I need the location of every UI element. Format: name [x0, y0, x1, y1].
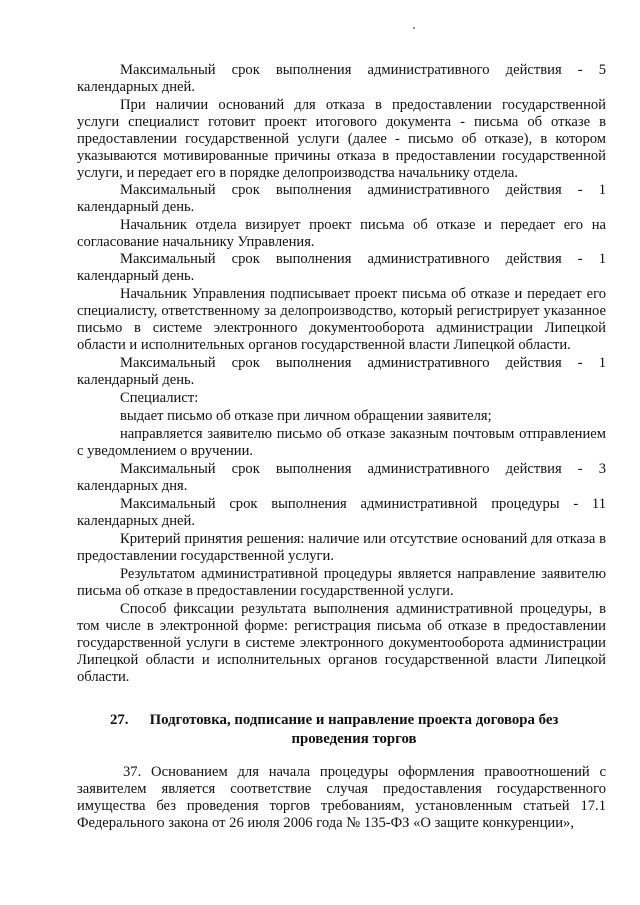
scan-speck: [413, 27, 415, 29]
paragraph: Максимальный срок выполнения административного действия - 1 календарный день.: [77, 251, 606, 284]
section-body: [77, 764, 606, 832]
paragraph: Максимальный срок выполнения административной процедуры - 11 календарных дней.: [77, 496, 606, 529]
section-title: Подготовка, подписание и направление проекта договора без проведения торгов: [149, 712, 559, 747]
paragraph: Способ фиксации результата выполнения административной процедуры, в том числе в электронной форме: регистрация письма об отказе в предоставлении государственной услуги в системе электронного документооборота администрации Липецкой области и исполнительных органов государственной власти Липецкой области.: [77, 601, 606, 685]
paragraph: Начальник отдела визирует проект письма об отказе и передает его на согласование начальнику Управления.: [77, 217, 606, 250]
paragraph: Максимальный срок выполнения административного действия - 5 календарных дней.: [77, 62, 606, 95]
section-number: 27.: [110, 712, 129, 728]
paragraph: Начальник Управления подписывает проект письма об отказе и передает его специалисту, ответственному за делопроизводство, который регистрирует указанное письмо в системе электронного документооборота администрации Липецкой области и исполнительных органов государственной власти Липецкой области.: [77, 286, 606, 353]
paragraph: При наличии оснований для отказа в предоставлении государственной услуги специалист готовит проект итогового документа - письма об отказе в предоставлении государственной услуги (далее - письмо об отказе), в котором указываются мотивированные причины отказа в предоставлении государственной услуги, и передает его в порядке делопроизводства начальнику отдела.: [77, 97, 606, 181]
paragraph: выдает письмо об отказе при личном обращении заявителя;: [120, 408, 492, 424]
section-heading: [110, 711, 560, 749]
paragraph: Максимальный срок выполнения административного действия - 1 календарный день.: [77, 182, 606, 215]
paragraph: Максимальный срок выполнения административного действия - 3 календарных дня.: [77, 461, 606, 494]
paragraph: Критерий принятия решения: наличие или отсутствие оснований для отказа в предоставлении государственной услуги.: [77, 531, 606, 564]
paragraph: Специалист:: [120, 390, 199, 406]
paragraph: направляется заявителю письмо об отказе заказным почтовым отправлением с уведомлением о вручении.: [77, 426, 606, 459]
paragraph: 37. Основанием для начала процедуры оформления правоотношений с заявителем является соответствие случая предоставления государственного имущества без проведения торгов требованиям, установленным статьей 17.1 Федерального закона от 26 июля 2006 года № 135-ФЗ «О защите конкуренции»,: [77, 764, 606, 831]
paragraph: Максимальный срок выполнения административного действия - 1 календарный день.: [77, 355, 606, 388]
body-text: [77, 62, 606, 686]
paragraph: Результатом административной процедуры является направление заявителю письма об отказе в предоставлении государственной услуги.: [77, 566, 606, 599]
